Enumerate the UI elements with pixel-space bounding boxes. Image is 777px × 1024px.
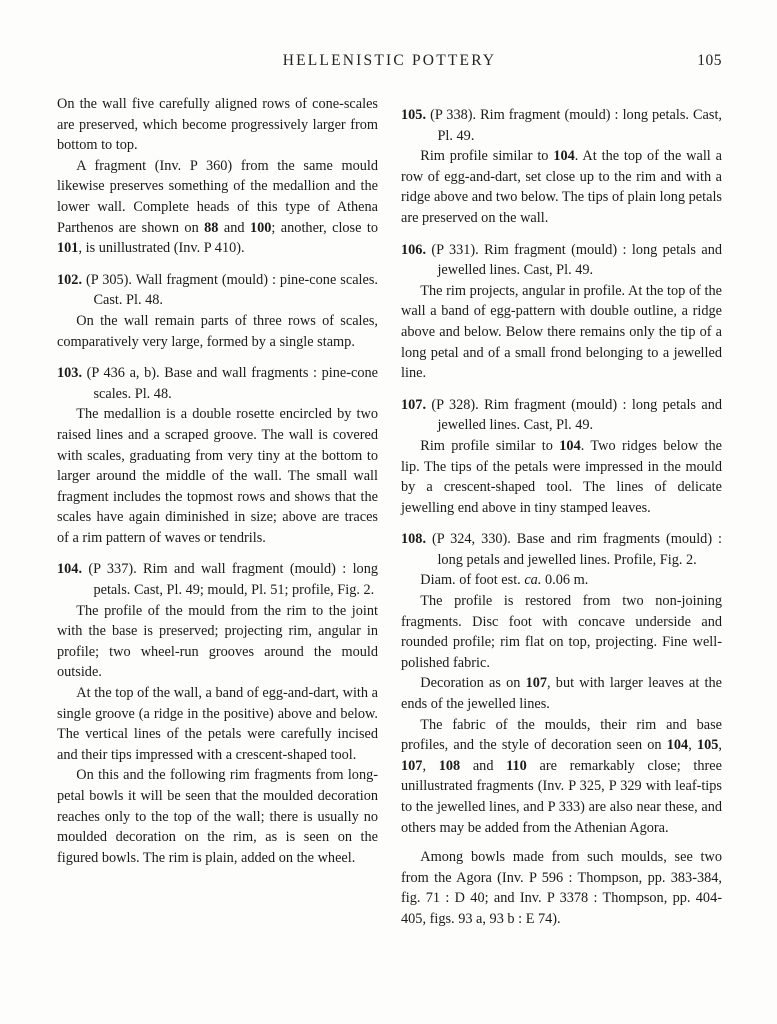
text-run: 0.06 m. bbox=[541, 572, 589, 589]
text-run: , but with larger leaves at the ends of the jewelled lines. bbox=[401, 675, 722, 713]
text-run: Decoration as on bbox=[420, 675, 526, 692]
paragraph bbox=[57, 156, 378, 259]
catalog-number: 104 bbox=[666, 737, 689, 754]
text-run: are remarkably close; three unillustrated fragments (Inv. P 325, P 329 with leaf-tips to the jewelled lines, and P 333) are also near these, and others may be added from the Athenian Agora. bbox=[401, 757, 722, 836]
paragraph bbox=[401, 436, 722, 518]
text-run: Rim profile similar to bbox=[420, 437, 560, 454]
text-run: , is unillustrated (Inv. P 410). bbox=[78, 240, 245, 257]
catalog-number: 103. bbox=[57, 365, 83, 382]
text-columns bbox=[57, 94, 722, 930]
running-title: HELLENISTIC POTTERY bbox=[282, 52, 497, 69]
paragraph bbox=[57, 683, 378, 765]
text-run: A fragment (Inv. P 360) from the same mould likewise preserves something of the medallion and the lower wall. Complete heads of this type of Athena Parthenos are shown on bbox=[57, 157, 378, 236]
catalog-entry-heading bbox=[401, 395, 722, 436]
paragraph bbox=[401, 281, 722, 384]
text-run: (P 324, 330). Base and rim fragments (mould) : long petals and jewelled lines. Profile, Fig. 2. bbox=[426, 531, 722, 568]
text-run: On the wall remain parts of three rows of scales, comparatively very large, formed by a single stamp. bbox=[57, 312, 378, 350]
text-run: (P 338). Rim fragment (mould) : long petals. Cast, Pl. 49. bbox=[426, 107, 722, 144]
catalog-entry-heading bbox=[57, 559, 378, 600]
paragraph bbox=[401, 673, 722, 714]
text-run: , bbox=[422, 757, 439, 774]
text-run: . Two ridges below the lip. The tips of the petals were impressed in the mould by a crescent-shaped tool. The lines of delicate jewelling end above in tiny stamped leaves. bbox=[401, 437, 722, 516]
paragraph bbox=[57, 311, 378, 352]
catalog-entry-heading bbox=[401, 105, 722, 146]
catalog-entry-heading bbox=[401, 529, 722, 570]
catalog-number: 106. bbox=[401, 241, 427, 258]
catalog-number: 108 bbox=[438, 757, 461, 774]
text-run: and bbox=[218, 219, 250, 236]
paragraph bbox=[57, 601, 378, 683]
catalog-entry-heading bbox=[401, 240, 722, 281]
text-run: , bbox=[688, 737, 697, 754]
paragraph bbox=[57, 765, 378, 868]
text-run: ; another, close to bbox=[271, 219, 379, 236]
text-run: . At the top of the wall a row of egg-and-dart, set close up to the rim and with a ridge above and two below. The tips of plain long petals are preserved on the wall. bbox=[401, 148, 722, 226]
paragraph bbox=[401, 847, 722, 929]
paragraph bbox=[57, 94, 378, 156]
text-run: The rim projects, angular in profile. At the top of the wall a band of egg-pattern with double outline, a ridge above and below. Below there remains only the tip of a long petal and of a small frond belonging to a jewelled line. bbox=[401, 282, 722, 382]
text-run: (P 305). Wall fragment (mould) : pine-cone scales. Cast. Pl. 48. bbox=[82, 271, 378, 309]
catalog-entry-heading bbox=[57, 270, 378, 311]
catalog-number: 107 bbox=[525, 675, 548, 692]
text-run: (P 328). Rim fragment (mould) : long petals and jewelled lines. Cast, Pl. 49. bbox=[426, 396, 722, 434]
text-run: Rim profile similar to bbox=[420, 148, 554, 165]
catalog-number: 100 bbox=[249, 219, 272, 236]
catalog-number: 107. bbox=[401, 396, 427, 413]
text-run: Among bowls made from such moulds, see two from the Agora (Inv. P 596 : Thompson, pp. 383-384, fig. 71 : D 40; and Inv. P 3378 : Thompson, pp. 404-405, figs. 93 a, 93 b : E 74). bbox=[401, 849, 722, 927]
text-run: (P 337). Rim and wall fragment (mould) : long petals. Cast, Pl. 49; mould, Pl. 51; profile, Fig. 2. bbox=[82, 561, 378, 599]
text-run: The profile of the mould from the rim to the joint with the base is preserved; projecting rim, angular in profile; two wheel-run grooves around the mould outside. bbox=[57, 602, 378, 681]
paragraph bbox=[401, 715, 722, 839]
text-run: On the wall five carefully aligned rows of cone-scales are preserved, which become progressively larger from bottom to top. bbox=[57, 96, 378, 154]
text-run: At the top of the wall, a band of egg-and-dart, with a single groove (a ridge in the positive) above and below. The vertical lines of the petals were carefully incised and their tips impressed with a crescent-shaped tool. bbox=[57, 685, 378, 763]
catalog-number: 107 bbox=[401, 757, 423, 774]
catalog-number: 104 bbox=[559, 437, 581, 454]
paragraph bbox=[57, 404, 378, 548]
text-run: Diam. of foot est. bbox=[420, 572, 525, 589]
text-run: The fabric of the moulds, their rim and base profiles, and the style of decoration seen on bbox=[401, 716, 722, 754]
text-run: and bbox=[460, 757, 507, 774]
catalog-number: 108. bbox=[401, 531, 427, 548]
catalog-entry-heading bbox=[57, 363, 378, 404]
catalog-number: 102. bbox=[57, 271, 83, 288]
catalog-number: 105. bbox=[401, 107, 427, 123]
right-column bbox=[401, 94, 722, 930]
page-number: 105 bbox=[697, 52, 722, 69]
italic-text-run: ca. bbox=[524, 572, 542, 589]
catalog-number: 101 bbox=[57, 240, 79, 257]
text-run: The medallion is a double rosette encircled by two raised lines and a scraped groove. The wall is covered with scales, graduating from very tiny at the bottom to larger around the middle of the wall. The small wall fragment includes the topmost rows and shows that the scales have again diminished in size; above are traces of a rim pattern of waves or tendrils. bbox=[57, 406, 378, 546]
paragraph bbox=[401, 570, 722, 591]
catalog-number: 88 bbox=[204, 219, 219, 236]
catalog-number: 104. bbox=[57, 561, 83, 578]
catalog-number: 110 bbox=[506, 757, 527, 774]
paragraph bbox=[401, 146, 722, 228]
paragraph bbox=[401, 591, 722, 673]
catalog-number: 105 bbox=[696, 737, 719, 754]
catalog-number: 104 bbox=[553, 148, 575, 165]
text-run: The profile is restored from two non-joining fragments. Disc foot with concave underside and rounded profile; rim flat on top, projecting. Fine well-polished fabric. bbox=[401, 593, 722, 671]
text-run: (P 331). Rim fragment (mould) : long petals and jewelled lines. Cast, Pl. 49. bbox=[426, 241, 722, 279]
page-header bbox=[57, 52, 722, 74]
text-run: On this and the following rim fragments from long-petal bowls it will be seen that the moulded decoration reaches only to the top of the wall; there is usually no moulded decoration on the rim, as is seen on the figured bowls. The rim is plain, added on the wheel. bbox=[57, 767, 378, 866]
text-run: , bbox=[718, 737, 722, 754]
left-column bbox=[57, 94, 378, 930]
text-run: (P 436 a, b). Base and wall fragments : pine-cone scales. Pl. 48. bbox=[82, 365, 378, 402]
